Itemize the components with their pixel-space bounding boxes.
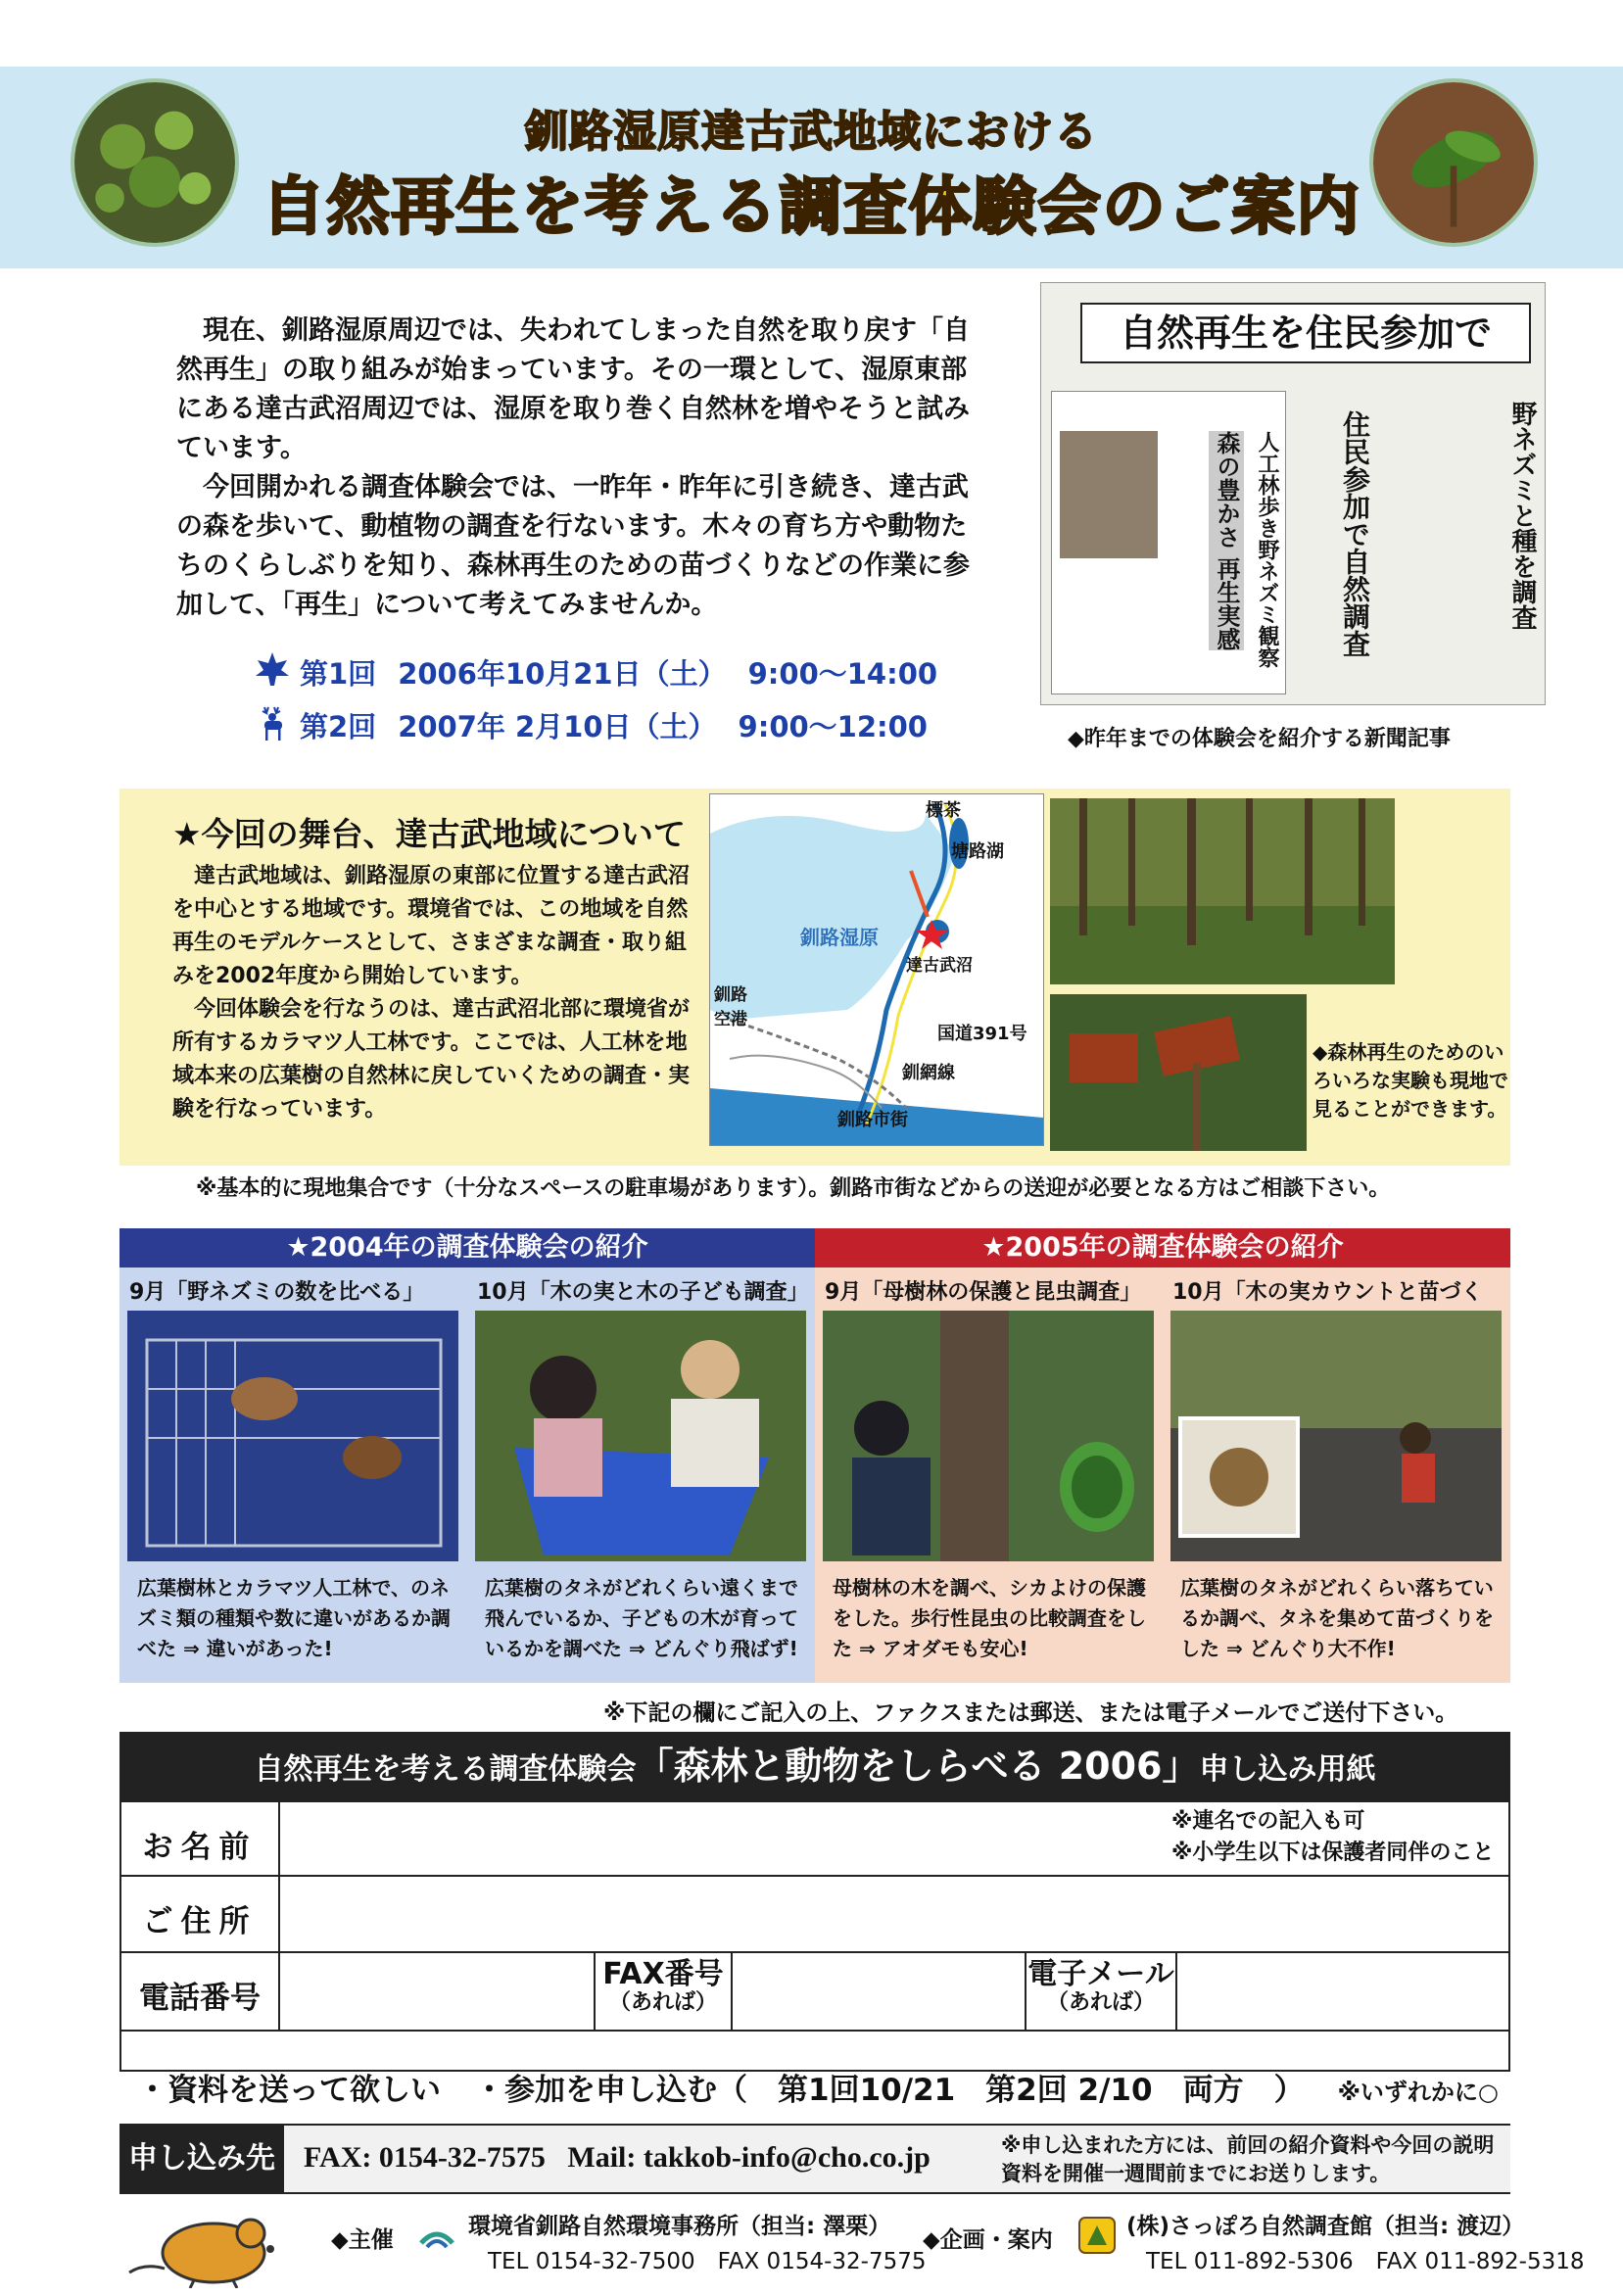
forest-caption: ◆森林再生のためのいろいろな実験も現地で見ることができます。 <box>1313 1040 1508 1121</box>
schedule-1 <box>300 652 959 693</box>
event-card <box>467 1268 815 1683</box>
deer-icon <box>253 703 292 742</box>
map-label: 達古武沼 <box>906 956 973 976</box>
events-2004-bar: ★2004年の調査体験会の紹介 <box>119 1228 815 1268</box>
fax-label-sub: （あれば） <box>608 1990 717 2015</box>
events-2005-bar: ★2005年の調査体験会の紹介 <box>815 1228 1510 1268</box>
stage-paragraph: 達古武地域は、釧路湿原の東部に位置する達古武沼を中心とする地域です。環境省では、この地域を自然再生のモデルケースとして、さまざまな調査・取り組みを2002年度から開始しています。 <box>172 864 691 988</box>
newspaper-clipping <box>1040 282 1546 705</box>
name-label: お名前 <box>142 1830 258 1865</box>
map-label: 釧路空港 <box>714 985 747 1029</box>
event-text: 広葉樹林とカラマツ人工林で、のネズミ類の種類や数に違いがあるか調べた ⇒ 違いがあった! <box>137 1576 451 1660</box>
event-text: 広葉樹のタネがどれくらい遠くまで飛んでいるか、子どもの木が育っているかを調べた ⇒ どんぐり飛ばず! <box>485 1576 798 1660</box>
schedule-date: 2007年 2月10日（土） <box>398 710 717 743</box>
event-title: 10月「木の実カウントと苗づく <box>1172 1280 1483 1305</box>
host-tel: TEL 0154-32-7500 FAX 0154-32-7575 <box>488 2249 927 2274</box>
host-name: 環境省釧路自然環境事務所（担当: 澤栗） <box>468 2214 891 2239</box>
org-name: (株)さっぽろ自然調査館（担当: 渡辺） <box>1126 2214 1525 2239</box>
stage-text <box>172 860 701 1126</box>
schedule-label: 第2回 <box>300 710 377 743</box>
name-notes <box>1171 1806 1494 1869</box>
option-note: ※いずれかに○ <box>1337 2079 1499 2106</box>
mouse-cage-photo <box>127 1311 458 1561</box>
map-label: 塘路湖 <box>951 841 1004 862</box>
event-card <box>1163 1268 1510 1683</box>
send-note: ※下記の欄にご記入の上、ファクスまたは郵送、または電子メールでご送付下さい。 <box>603 1700 1458 1726</box>
options-row <box>137 2065 1532 2109</box>
seed-trap-photo <box>475 1311 806 1561</box>
intro-text <box>176 311 979 625</box>
seed-count-photo <box>1170 1311 1502 1561</box>
event-text: 母樹林の木を調べ、シカよけの保護をした。歩行性昆虫の比較調査をした ⇒ アオダモも安心! <box>833 1576 1146 1660</box>
org-label: ◆企画・案内 <box>923 2227 1053 2253</box>
form-header-prefix: 自然再生を考える調査体験会 <box>254 1752 637 1787</box>
event-title: 9月「母樹林の保護と昆虫調査」 <box>825 1280 1142 1305</box>
mouse-illustration <box>125 2204 302 2288</box>
option-docs[interactable]: ・資料を送って欲しい <box>137 2073 441 2108</box>
apply-contact <box>304 2141 931 2175</box>
form-header <box>119 1732 1510 1800</box>
maple-leaf-icon <box>253 649 292 689</box>
news-photo <box>1060 431 1158 558</box>
name-note: ※連名での記入も可 <box>1171 1809 1365 1834</box>
fax-label-text: FAX番号 <box>602 1957 724 1991</box>
apply-mail[interactable]: Mail: takkob-info@cho.co.jp <box>567 2141 931 2174</box>
news-subhead: 野ネズミと種を調査 <box>1507 401 1537 630</box>
org-tel: TEL 011-892-5306 FAX 011-892-5318 <box>1146 2249 1585 2274</box>
schedule-time: 9:00～14:00 <box>747 657 938 691</box>
stage-paragraph: 今回体験会を行なうのは、達古武沼北部に環境省が所有するカラマツ人工林です。ここでは、人工林を地域本来の広葉樹の自然林に戻していくための調査・実験を行なっています。 <box>172 997 691 1122</box>
address-field[interactable] <box>278 1877 1508 1951</box>
ministry-logo-icon <box>419 2224 454 2251</box>
form-header-suffix: 申し込み用紙 <box>1199 1752 1376 1787</box>
news-headline: 自然再生を住民参加で <box>1080 303 1531 363</box>
experiment-sign-photo <box>1050 994 1307 1151</box>
intro-paragraph: 今回開かれる調査体験会では、一昨年・昨年に引き続き、達古武の森を歩いて、動植物の調査を行ないます。木々の育ち方や動物たちのくらしぶりを知り、森林再生のための苗づくりなどの作業に参加して、「再生」について考えてみませんか。 <box>176 472 970 620</box>
map-label: 標茶 <box>926 800 961 821</box>
form-row-name <box>121 1802 1508 1877</box>
map-label: 釧路湿原 <box>800 926 879 949</box>
area-map <box>709 793 1044 1146</box>
schedule-2 <box>300 705 949 745</box>
email-label-text: 電子メール <box>1027 1957 1174 1991</box>
news-subhead: 住民参加で自然調査 <box>1339 410 1371 657</box>
stage-note: ※基本的に現地集合です（十分なスペースの駐車場があります）。釧路市街などからの送迎が必要となる方はご相談下さい。 <box>196 1176 1391 1201</box>
form-header-main: 「森林と動物をしらべる 2006」 <box>636 1745 1200 1788</box>
header-title: 自然再生を考える調査体験会のご案内 <box>262 171 1361 244</box>
fax-label <box>596 1959 731 2016</box>
company-logo-icon <box>1077 2216 1117 2255</box>
newspaper-caption: ◆昨年までの体験会を紹介する新聞記事 <box>1068 727 1451 751</box>
apply-label: 申し込み先 <box>119 2124 284 2194</box>
application-form <box>119 1800 1510 2072</box>
host-label: ◆主催 <box>331 2227 394 2253</box>
event-title: 9月「野ネズミの数を比べる」 <box>129 1280 425 1305</box>
name-note: ※小学生以下は保護者同伴のこと <box>1171 1841 1495 1865</box>
phone-field[interactable] <box>278 1953 594 2030</box>
address-label: ご住所 <box>142 1904 258 1939</box>
phone-label: 電話番号 <box>139 1981 261 2016</box>
email-field[interactable] <box>1175 1953 1508 2030</box>
intro-paragraph: 現在、釧路湿原周辺では、失われてしまった自然を取り戻す「自然再生」の取り組みが始まっています。その一環として、湿原東部にある達古武沼周辺では、湿原を取り巻く自然林を増やそうと試みています。 <box>176 315 970 463</box>
option-join[interactable]: ・参加を申し込む（ 第1回10/21 第2回 2/10 両方 ） <box>474 2073 1305 2108</box>
stage-title: ★今回の舞台、達古武地域について <box>172 815 686 853</box>
form-row-address <box>121 1877 1508 1953</box>
schedule-time: 9:00～12:00 <box>738 710 928 743</box>
email-label-sub: （あれば） <box>1046 1990 1155 2015</box>
schedule-date: 2006年10月21日（土） <box>398 657 727 691</box>
event-title: 10月「木の実と木の子ども調査」 <box>477 1280 809 1305</box>
apply-note: ※申し込まれた方には、前回の紹介資料や今回の説明資料を開催一週間前までにお送りします。 <box>1001 2133 1495 2185</box>
map-label: 釧路市街 <box>837 1110 908 1130</box>
event-text: 広葉樹のタネがどれくらい落ちているか調べ、タネを集めて苗づくりをした ⇒ どんぐり大不作! <box>1180 1576 1494 1660</box>
event-card <box>119 1268 467 1683</box>
email-label <box>1026 1959 1175 2016</box>
apply-fax: FAX: 0154-32-7575 <box>304 2141 546 2174</box>
map-label: 釧網線 <box>902 1063 955 1083</box>
form-row-contact <box>121 1953 1508 2032</box>
news-subhead: 森の豊かさ 再生実感 <box>1209 431 1244 650</box>
event-card <box>815 1268 1163 1683</box>
news-article-left <box>1051 391 1286 694</box>
map-label: 国道391号 <box>937 1024 1027 1044</box>
news-subhead: 人工林歩き野ネズミ観察 <box>1255 431 1279 668</box>
mother-tree-photo <box>823 1311 1154 1561</box>
schedule-label: 第1回 <box>300 657 377 691</box>
forest-photo <box>1050 798 1395 984</box>
fax-field[interactable] <box>731 1953 1025 2030</box>
header-subtitle: 釧路湿原達古武地域における <box>525 107 1098 157</box>
